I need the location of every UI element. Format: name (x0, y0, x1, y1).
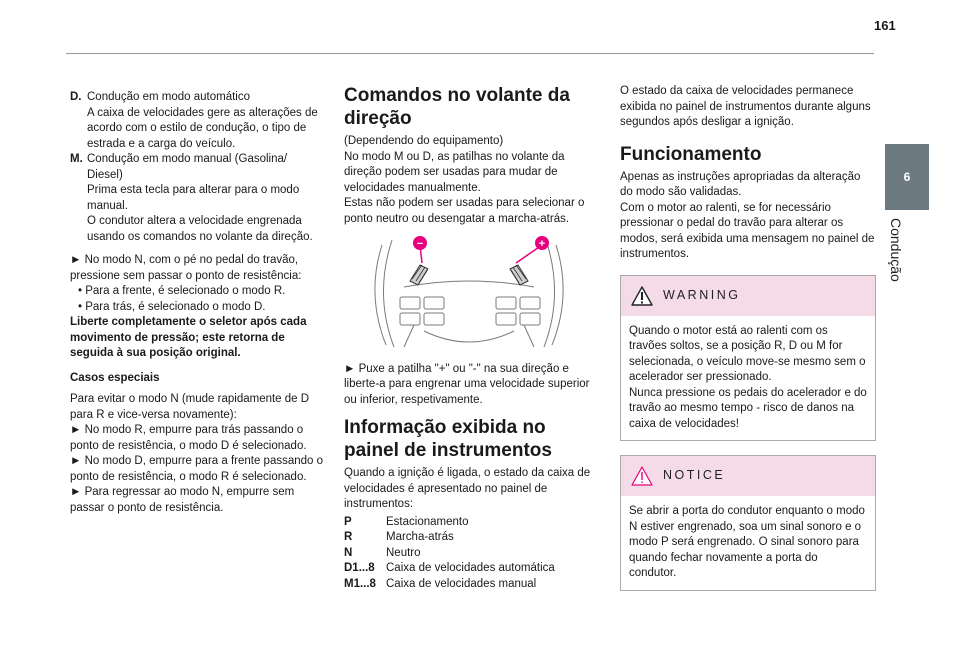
right-paddle-icon (510, 245, 542, 285)
mode-d-text: A caixa de velocidades gere as alterações de acordo com o estilo de condução, o tipo de estrada e a carga do veículo. (87, 106, 318, 150)
left-paddle-icon (410, 245, 428, 285)
list-item: D1...8 Caixa de velocidades automática (344, 562, 555, 574)
bullet-back: • Para trás, é selecionado o modo D. (78, 300, 266, 313)
chapter-tab: 6 (885, 144, 929, 210)
special-case-2: ► No modo R, empurre para trás passando o ponto de resistência, o modo D é selecionado. (70, 424, 307, 452)
warning-text-1: Quando o motor está ao ralenti com os travões soltos, se a posição R, D ou M for selecionada, o veículo move-se mesmo sem o acelerador ser pressionado. (629, 324, 866, 383)
notice-text: Se abrir a porta do condutor enquanto o modo N estiver engrenado, soa um sinal sonoro e o modo P será engrenado. O sinal sonoro para quando fechar novamente a porta do condutor. (629, 505, 865, 579)
warning-header (621, 276, 875, 316)
warning-title: WARNING (663, 287, 741, 302)
validation-text: Apenas as instruções apropriadas da alteração do modo são validadas. (620, 170, 861, 198)
list-item: R Marcha-atrás (344, 531, 454, 543)
steering-wheel-illustration (364, 235, 574, 350)
special-case-3: ► No modo D, empurre para a frente passando o ponto de resistência, o modo R é selecionado. (70, 455, 324, 483)
special-case-1: Para evitar o modo N (mude rapidamente de D para R e vice-versa novamente): (70, 393, 310, 421)
paddles-description: No modo M ou D, as patilhas no volante da direção podem ser usadas para mudar de velocidades manualmente. (344, 150, 565, 194)
ignition-status-text: Quando a ignição é ligada, o estado da caixa de velocidades é apresentado no painel de instrumentos: (344, 467, 591, 510)
mode-m-title: Condução em modo manual (Gasolina/ Diesel) (87, 153, 288, 181)
mode-m-entry (70, 152, 325, 183)
steering-controls-heading: Comandos no volante da direção (344, 85, 570, 129)
mode-d-key: D. (70, 91, 82, 103)
list-item: M1...8 Caixa de velocidades manual (344, 577, 537, 590)
list-item: N Neutro (344, 546, 421, 559)
special-cases-heading: Casos especiais (70, 371, 160, 384)
notice-box (620, 455, 876, 591)
warning-box (620, 275, 876, 442)
plus-symbol: + (538, 238, 546, 250)
paddles-restriction: Estas não podem ser usadas para selecionar o ponto neutro ou desengatar a marcha-atrás. (344, 197, 585, 225)
warning-text-2: Nunca pressione os pedais do acelerador e do travão ao mesmo tempo - risco de danos na caixa de velocidades! (629, 386, 867, 430)
notice-body (621, 496, 875, 590)
mode-m-key: M. (70, 153, 83, 165)
mode-d-title: Condução em modo automático (87, 91, 251, 103)
page-number: 161 (874, 18, 896, 33)
chapter-label: Condução (888, 218, 904, 282)
column-2 (344, 84, 599, 592)
instruction-paragraph: ► No modo N, com o pé no pedal do travão, pressione sem passar o ponto de resistência: (70, 254, 302, 282)
warning-body (621, 316, 875, 441)
notice-title: NOTICE (663, 468, 726, 483)
warning-triangle-icon (631, 286, 653, 306)
operation-heading: Funcionamento (620, 143, 762, 165)
mode-d-entry (70, 90, 325, 106)
list-item: P Estacionamento (344, 515, 469, 528)
paddle-instruction: ► Puxe a patilha "+" ou "-" na sua direção e liberte-a para engrenar uma velocidade superior ou inferior, respetivamente. (344, 362, 590, 406)
minus-symbol: − (416, 238, 424, 250)
instrument-panel-heading: Informação exibida no painel de instrumentos (344, 417, 552, 461)
status-persistence-text: O estado da caixa de velocidades permanece exibida no painel de instrumentos durante alguns segundos após desligar a ignição. (620, 85, 871, 128)
column-3 (620, 84, 876, 591)
idle-message-text: Com o motor ao ralenti, se for necessário pressionar o pedal do travão para alterar os modos, será exibida uma mensagem no painel de instrumentos. (620, 201, 875, 260)
notice-header (621, 456, 875, 496)
equipment-note: (Dependendo do equipamento) (344, 135, 504, 147)
bullet-forward: • Para a frente, é selecionado o modo R. (78, 285, 286, 297)
release-note: Liberte completamente o seletor após cada movimento de pressão; este retorna de seguida à sua posição original. (70, 316, 307, 359)
mode-m-text-1: Prima esta tecla para alterar para o modo manual. (87, 184, 300, 212)
special-case-4: ► Para regressar ao modo N, empurre sem passar o ponto de resistência. (70, 486, 295, 514)
header-rule (66, 53, 874, 54)
notice-triangle-icon (631, 466, 653, 486)
gear-status-list (344, 515, 599, 593)
mode-m-text-2: O condutor altera a velocidade engrenada usando os comandos no volante da direção. (87, 215, 313, 243)
column-1 (70, 90, 325, 516)
